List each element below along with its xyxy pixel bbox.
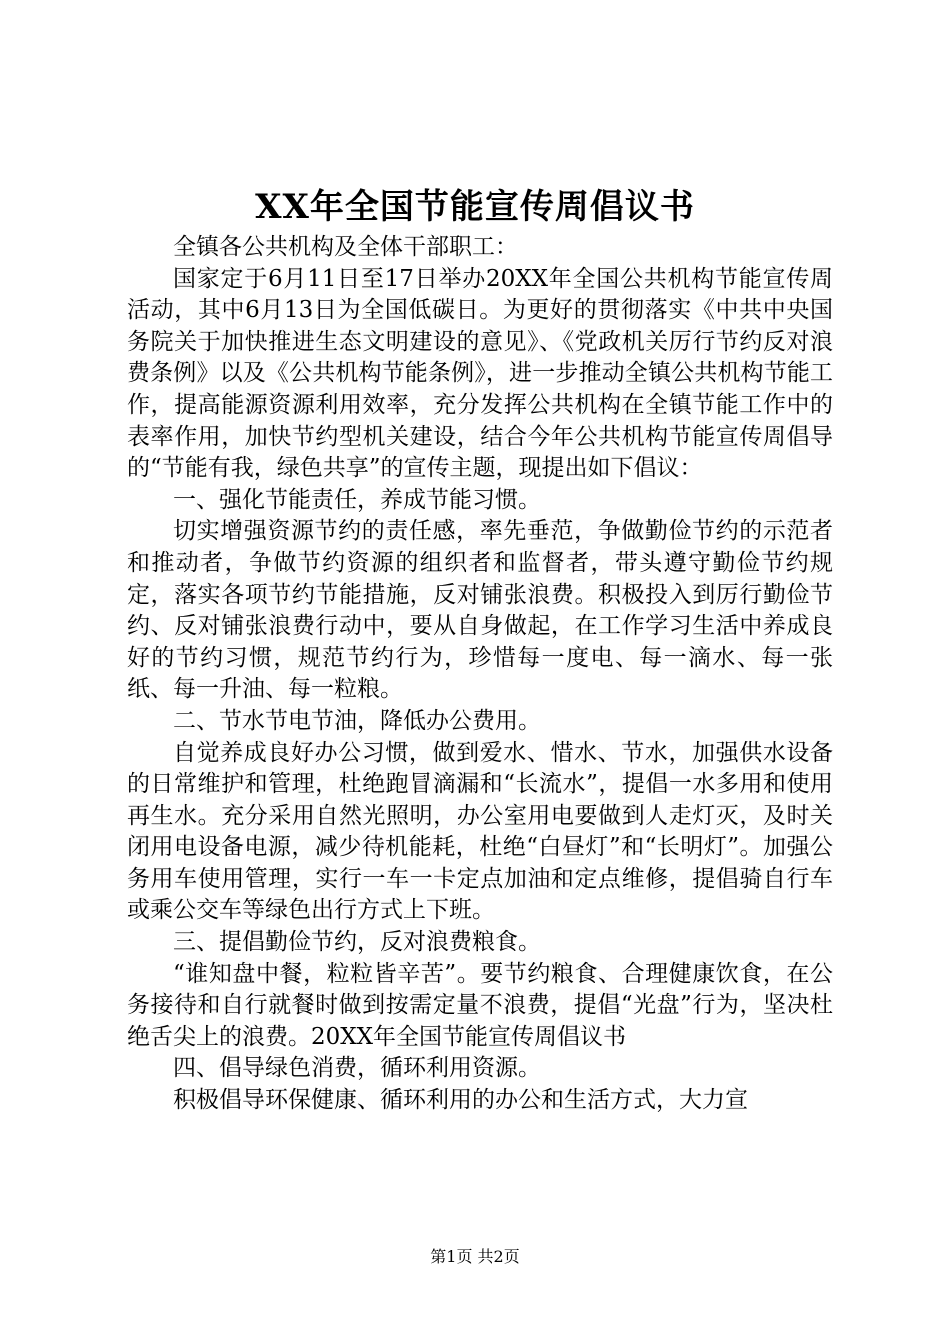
section-paragraph-2: 自觉养成良好办公习惯，做到爱水、惜水、节水，加强供水设备的日常维护和管理，杜绝跑冒滴漏和“长流水”，提倡一水多用和使用再生水。充分采用自然光照明，办公室用电要做到人走灯灭，及时关闭用电设备电源，减少待机能耗，杜绝“白昼灯”和“长明灯”。加强公务用车使用管理，实行一车一卡定点加油和定点维修，提倡骑自行车或乘公交车等绿色出行方式上下班。: [127, 739, 833, 924]
section-paragraph-1: 切实增强资源节约的责任感，率先垂范，争做勤俭节约的示范者和推动者，争做节约资源的组织者和监督者，带头遵守勤俭节约规定，落实各项节约节能措施，反对铺张浪费。积极投入到厉行勤俭节约、反对铺张浪费行动中，要从自身做起，在工作学习生活中养成良好的节约习惯，规范节约行为，珍惜每一度电、每一滴水、每一张纸、每一升油、每一粒粮。: [127, 518, 833, 703]
salutation: 全镇各公共机构及全体干部职工：: [173, 234, 518, 260]
page-footer: 第1页 共2页: [430, 1247, 520, 1266]
document-title: XX年全国节能宣传周倡议书: [255, 187, 695, 227]
section-heading-2: 二、节水节电节油，降低办公费用。: [173, 707, 541, 734]
section-heading-4: 四、倡导绿色消费，循环利用资源。: [173, 1055, 541, 1082]
section-paragraph-3: “谁知盘中餐，粒粒皆辛苦”。要节约粮食、合理健康饮食，在公务接待和自行就餐时做到按需定量不浪费，提倡“光盘”行为，坚决杜绝舌尖上的浪费。20XX年全国节能宣传周倡议书: [127, 960, 833, 1050]
intro-paragraph: 国家定于6月11日至17日举办20XX年全国公共机构节能宣传周活动，其中6月13日为全国低碳日。为更好的贯彻落实《中共中央国务院关于加快推进生态文明建设的意见》、《党政机关厉行节约反对浪费条例》以及《公共机构节能条例》，进一步推动全镇公共机构节能工作，提高能源资源利用效率，充分发挥公共机构在全镇节能工作中的表率作用，加快节约型机关建设，结合今年公共机构节能宣传周倡导的“节能有我，绿色共享”的宣传主题，现提出如下倡议：: [127, 265, 833, 482]
section-paragraph-4: 积极倡导环保健康、循环利用的办公和生活方式，大力宣: [173, 1087, 748, 1114]
section-heading-1: 一、强化节能责任，养成节能习惯。: [173, 486, 541, 513]
document-body: [127, 232, 833, 1117]
section-heading-3: 三、提倡勤俭节约，反对浪费粮食。: [173, 929, 541, 956]
